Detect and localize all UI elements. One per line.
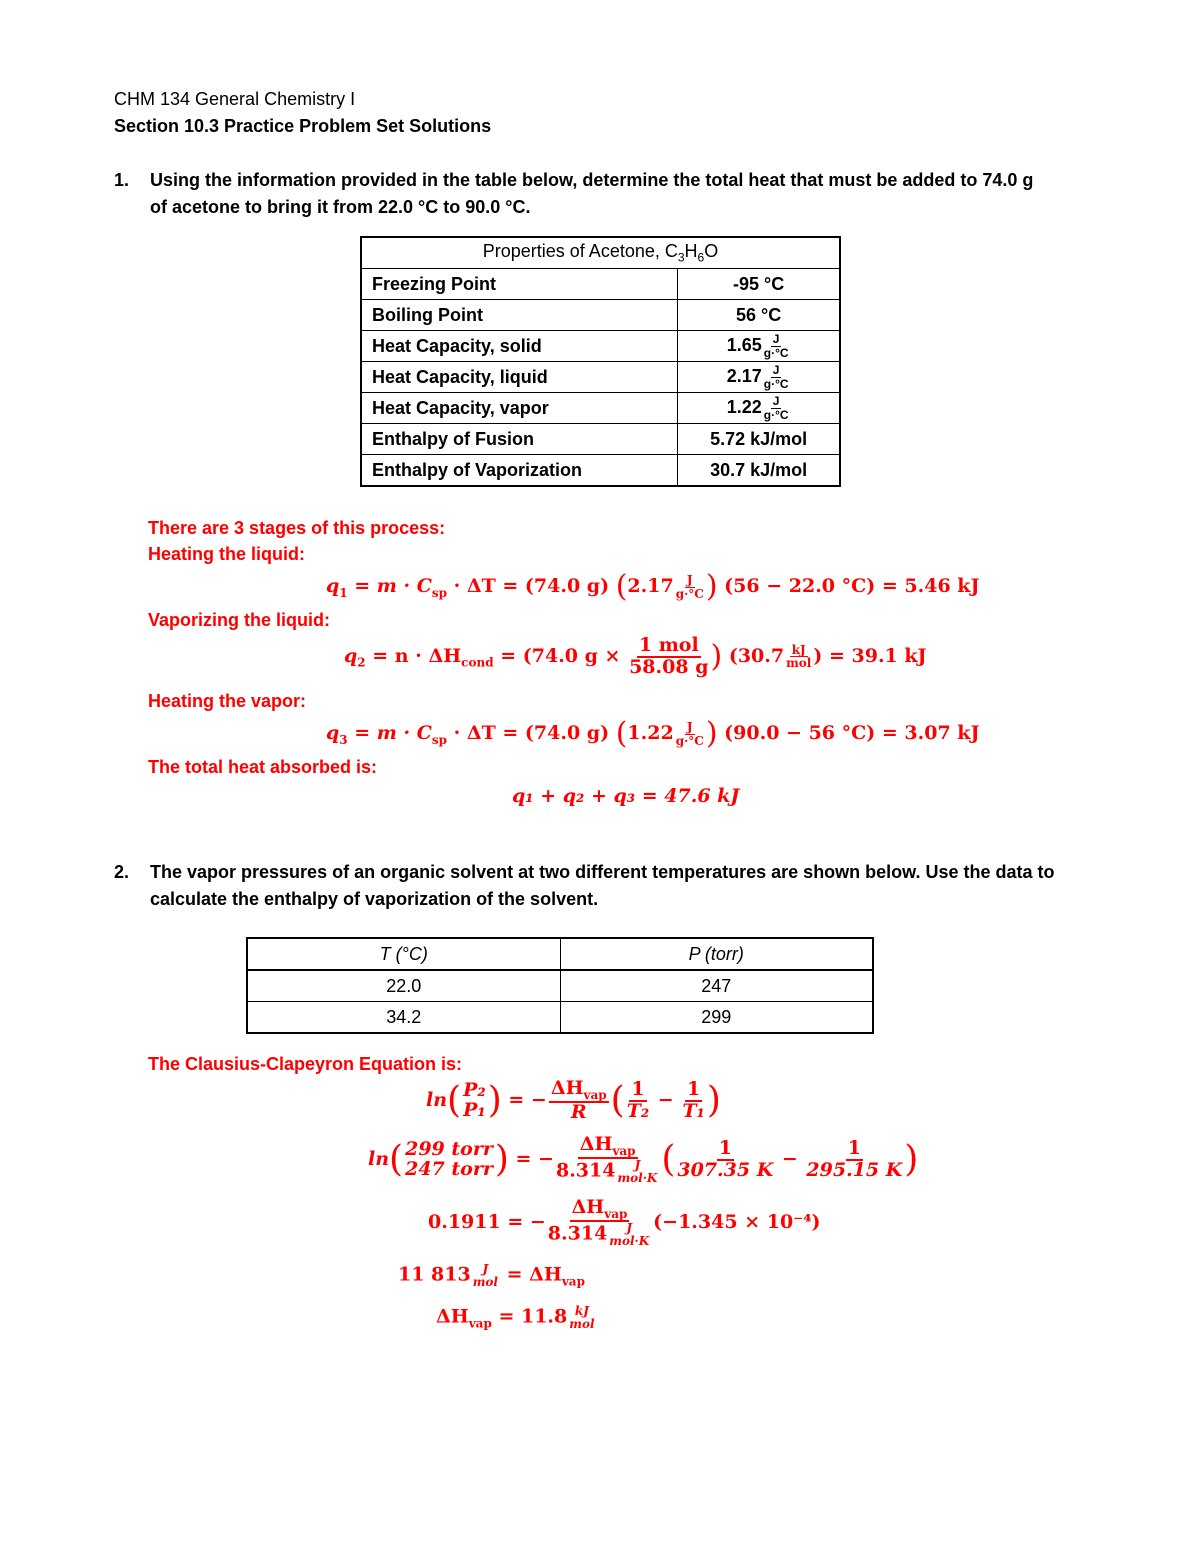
row-value: 1.22 $\frac{J}{g\cdot^\circ C}$ [678,393,840,424]
course-title: CHM 134 General Chemistry I [114,89,356,109]
row-label: Heat Capacity, solid [361,331,678,362]
cc-equation-evaluated: 0.1911 = − $\Delta H_{vap}$ 8.314 J mol·K (−1.345 × 10⁻⁴) [428,1196,821,1248]
cc-equation-substituted: ln( 299 torr 247 torr ) = − $\Delta H_{vap}$ 8.314 J mol·K ( $\frac{1}{307.35 K}$ − $\frac{1}{295.15 K}$ ) [368,1133,919,1185]
row-value: 2.17 $\frac{J}{g\cdot^\circ C}$ [678,362,840,393]
equation-q3: $q_3 = m \cdot C_{sp} \cdot \Delta T = (74.0$ g) (1.22 $\frac{J}{g\cdot^\circ C}$ ) (90.0 − 56 °C) = 3.07 kJ [326,716,980,751]
pressure-cell: 299 [560,1002,873,1034]
header-temperature: T (°C) [247,938,560,970]
table-row [361,393,840,424]
total-heat-equation: q₁ + q₂ + q₃ = 47.6 kJ [512,785,740,807]
equation-q1: $q_1 = m \cdot C_{sp} \cdot \Delta T = (74.0$ g) (2.17 $\frac{J}{g\cdot^\circ C}$ ) (56 − 22.0 °C) = 5.46 kJ [326,569,980,604]
cc-result-kilojoules: $\Delta H_{vap} = 11.8$ kJ mol [436,1304,595,1331]
row-label: Boiling Point [361,300,678,331]
molar-mass-fraction: $\frac{\text{1 mol}}{58.08 g}$ [629,634,709,678]
problem2-question-line1: The vapor pressures of an organic solvent at two different temperatures are shown below. Use the data to [150,862,1055,882]
vaporizing-label: Vaporizing the liquid: [148,610,330,630]
problem2-number: 2. [114,862,130,882]
table-row [361,424,840,455]
unit-fraction: $\frac{kJ}{\text{mol}}$ [786,642,812,671]
row-label: Heat Capacity, liquid [361,362,678,393]
table-header-row [361,237,840,269]
total-heat-label: The total heat absorbed is: [148,757,378,777]
clausius-clapeyron-label: The Clausius-Clapeyron Equation is: [148,1054,463,1074]
table-row [361,331,840,362]
header-pressure: P (torr) [560,938,873,970]
row-label: Enthalpy of Vaporization [361,455,678,487]
row-label: Freezing Point [361,269,678,300]
equation-q2: $q_2 = n \cdot \Delta H_{cond} = (74.0$ g × $\frac{\text{1 mol}}{58.08 g}$ ) (30.7 $\frac{kJ}{\text{mol}}$ ) = 39.1 kJ [344,634,927,678]
table-row [247,1002,873,1034]
vapor-pressure-table [246,937,874,1034]
unit-fraction: $\frac{J}{g\cdot^\circ C}$ [675,719,704,748]
heating-liquid-label: Heating the liquid: [148,544,305,564]
cc-result-joules: 11 813 J mol = $\Delta H_{vap}$ [398,1262,585,1289]
problem1-number: 1. [114,170,130,190]
table-row [361,362,840,393]
problem1-question-line1: Using the information provided in the table below, determine the total heat that must be added to 74.0 g [150,170,1034,190]
row-label: Heat Capacity, vapor [361,393,678,424]
table-header-row [247,938,873,970]
section-title: Section 10.3 Practice Problem Set Solutions [114,116,492,136]
table-row [361,455,840,487]
unit-fraction: $\frac{J}{g\cdot^\circ C}$ [675,572,704,601]
row-label: Enthalpy of Fusion [361,424,678,455]
problem2-question-line2: calculate the enthalpy of vaporization of the solvent. [150,889,599,909]
table-title: Properties of Acetone, $C_3H_6O$ [361,237,840,269]
cc-equation-general: ln( P₂ P₁ ) = − $\frac{\Delta H_{vap}}{R}$ ( $\frac{1}{\text{T₂}}$ − $\frac{1}{\text{T₁}}$ ) [426,1077,721,1124]
unit-fraction: $\frac{J}{g\cdot^\circ C}$ [763,362,789,391]
row-value: 30.7 kJ/mol [678,455,840,487]
row-value: -95 °C [678,269,840,300]
table-row [247,970,873,1002]
row-value: 56 °C [678,300,840,331]
row-value: 1.65 $\frac{J}{g\cdot^\circ C}$ [678,331,840,362]
temperature-cell: 22.0 [247,970,560,1002]
unit-fraction: $\frac{J}{g\cdot^\circ C}$ [763,331,789,360]
table-row [361,300,840,331]
stages-text: There are 3 stages of this process: [148,518,446,538]
heating-vapor-label: Heating the vapor: [148,691,307,711]
table-row [361,269,840,300]
problem1-question-line2: of acetone to bring it from 22.0 °C to 90.0 °C. [150,197,531,217]
acetone-properties-table [360,236,841,487]
unit-fraction: $\frac{J}{g\cdot^\circ C}$ [763,393,789,422]
row-value: 5.72 kJ/mol [678,424,840,455]
pressure-cell: 247 [560,970,873,1002]
temperature-cell: 34.2 [247,1002,560,1034]
